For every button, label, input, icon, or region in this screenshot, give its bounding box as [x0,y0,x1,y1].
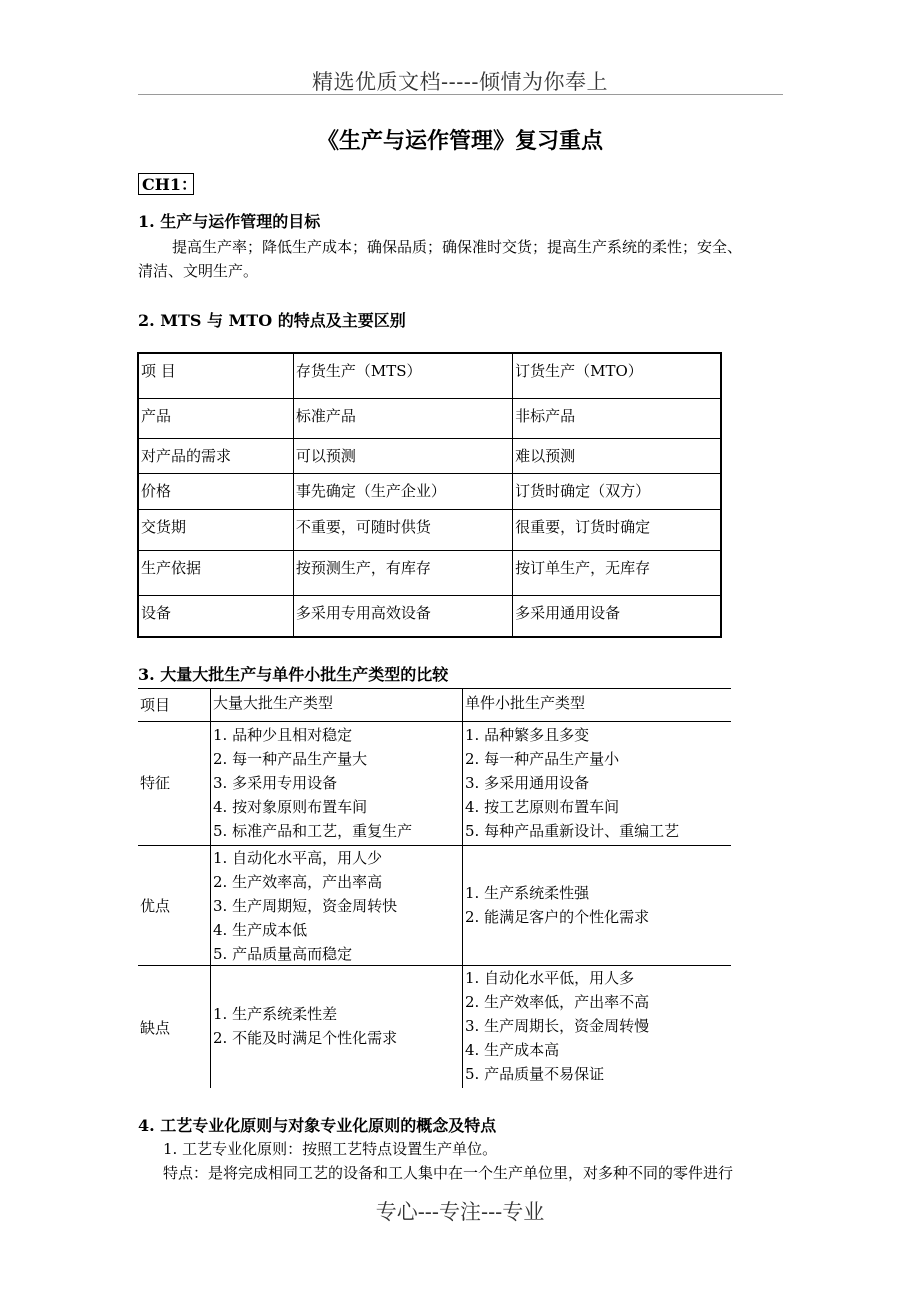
list-item: 4. 按对象原则布置车间 [213,798,368,816]
list-item: 2. 生产效率低，产出率不高 [465,993,650,1011]
list-item: 1. 生产系统柔性差 [213,1005,338,1023]
list-item: 5. 标准产品和工艺，重复生产 [213,822,413,840]
table-column-divider [210,688,211,1088]
list-item: 3. 生产周期短，资金周转快 [213,897,398,915]
table-header-row [138,353,721,398]
table-rule [138,721,731,722]
table-top-rule [138,688,731,689]
list-item: 2. 每一种产品生产量大 [213,750,368,768]
table-cell: 按预测生产，有库存 [293,550,512,595]
table-row [138,550,721,595]
table-header-cell: 单件小批生产类型 [465,694,586,712]
row-label-features: 特征 [140,774,171,792]
table-cell: 可以预测 [293,438,512,473]
table-cell: 不重要，可随时供货 [293,509,512,550]
table-cell: 非标产品 [513,398,721,438]
section-4-text-line-2: 特点：是将完成相同工艺的设备和工人集中在一个生产单位里，对多种不同的零件进行 [163,1164,734,1182]
mts-mto-table [137,352,722,638]
list-item: 1. 品种少且相对稳定 [213,726,353,744]
table-cell: 订货时确定（双方） [513,473,721,509]
table-header-cell: 大量大批生产类型 [213,694,334,712]
section-1-text-line-1: 提高生产率；降低生产成本；确保品质；确保准时交货；提高生产系统的柔性；安全、 [172,238,743,256]
list-item: 1. 自动化水平高，用人少 [213,849,383,867]
chapter-label: CH1： [138,173,194,195]
table-column-divider [462,688,463,1088]
table-header-cell: 存货生产（MTS） [293,353,512,398]
list-item: 3. 生产周期长，资金周转慢 [465,1017,650,1035]
list-item: 5. 每种产品重新设计、重编工艺 [465,822,680,840]
list-item: 5. 产品质量不易保证 [465,1065,605,1083]
table-row [138,438,721,473]
list-item: 4. 生产成本高 [465,1041,560,1059]
list-item: 1. 品种繁多且多变 [465,726,590,744]
table-row [138,473,721,509]
list-item: 2. 不能及时满足个性化需求 [213,1029,398,1047]
list-item: 2. 生产效率高，产出率高 [213,873,383,891]
table-header-cell: 订货生产（MTO） [513,353,721,398]
table-cell: 生产依据 [138,550,293,595]
table-cell: 多采用通用设备 [513,595,721,637]
list-item: 5. 产品质量高而稳定 [213,945,353,963]
section-3-heading: 3. 大量大批生产与单件小批生产类型的比较 [138,665,449,684]
table-header-cell: 项 目 [138,353,293,398]
row-label-advantages: 优点 [140,897,171,915]
table-cell: 对产品的需求 [138,438,293,473]
list-item: 4. 按工艺原则布置车间 [465,798,620,816]
table-row [138,509,721,550]
table-cell: 交货期 [138,509,293,550]
table-row [138,595,721,637]
list-item: 4. 生产成本低 [213,921,308,939]
section-4-heading: 4. 工艺专业化原则与对象专业化原则的概念及特点 [138,1116,497,1135]
table-cell: 价格 [138,473,293,509]
section-4-text-line-1: 1. 工艺专业化原则：按照工艺特点设置生产单位。 [163,1140,498,1158]
list-item: 2. 能满足客户的个性化需求 [465,908,650,926]
list-item: 1. 自动化水平低，用人多 [465,969,635,987]
table-cell: 事先确定（生产企业） [293,473,512,509]
document-title: 《生产与运作管理》复习重点 [316,128,603,154]
table-cell: 设备 [138,595,293,637]
table-cell: 很重要，订货时确定 [513,509,721,550]
table-cell: 标准产品 [293,398,512,438]
table-cell: 按订单生产，无库存 [513,550,721,595]
page-header: 精选优质文档-----倾情为你奉上 [312,70,608,94]
row-label-disadvantages: 缺点 [140,1019,171,1037]
list-item: 1. 生产系统柔性强 [465,884,590,902]
section-1-heading: 1. 生产与运作管理的目标 [138,212,321,231]
table-header-cell: 项目 [140,696,171,714]
table-cell: 产品 [138,398,293,438]
page-footer: 专心---专注---专业 [375,1200,545,1224]
production-type-comparison-table [138,688,731,1088]
section-1-text-line-2: 清洁、文明生产。 [138,262,259,280]
list-item: 3. 多采用专用设备 [213,774,338,792]
table-cell: 难以预测 [513,438,721,473]
list-item: 3. 多采用通用设备 [465,774,590,792]
section-2-heading: 2. MTS 与 MTO 的特点及主要区别 [138,311,406,330]
list-item: 2. 每一种产品生产量小 [465,750,620,768]
table-row [138,398,721,438]
table-cell: 多采用专用高效设备 [293,595,512,637]
header-divider [138,94,783,95]
